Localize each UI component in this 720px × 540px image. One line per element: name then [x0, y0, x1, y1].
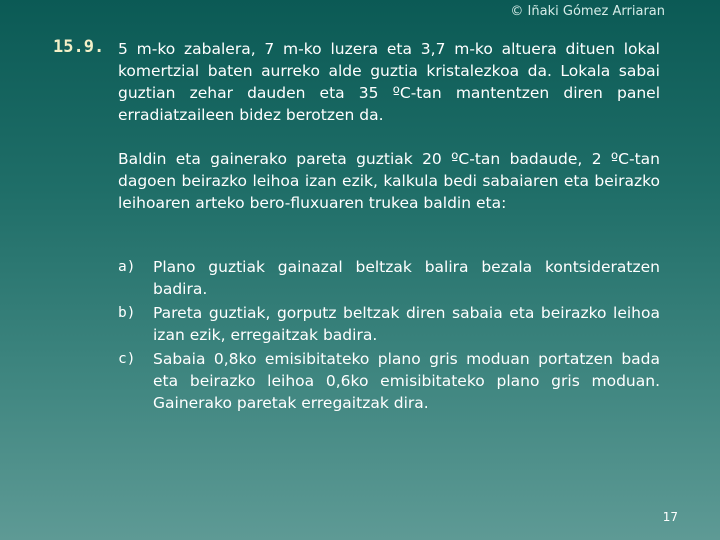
option-letter: a) [118, 259, 136, 275]
option-letter: b) [118, 305, 136, 321]
option-text: Plano guztiak gainazal beltzak balira bezala kontsideratzen badira. [153, 258, 660, 298]
option-text: Sabaia 0,8ko emisibitateko plano gris moduan portatzen bada eta beirazko leihoa 0,6ko emisibitateko plano gris moduan. Gainerako paretak erregaitzak dira. [153, 350, 660, 412]
option-text: Pareta guztiak, gorputz beltzak diren sabaia eta beirazko leihoa izan ezik, erregaitzak badira. [153, 304, 660, 344]
problem-statement-paragraph: 5 m-ko zabalera, 7 m-ko luzera eta 3,7 m-ko altuera dituen lokal komertzial baten aurreko alde guztia kristalezkoa da. Lokala sabai guztian zehar dauden eta 35 ºC-tan mantentzen diren panel erradiatzaileen bidez berotzen da. [118, 40, 660, 124]
option-b [118, 302, 660, 346]
problem-number: 15.9. [53, 37, 105, 57]
answer-options-list [118, 256, 660, 416]
option-c [118, 348, 660, 414]
copyright-notice: © Iñaki Gómez Arriaran [510, 4, 665, 19]
page-number: 17 [662, 510, 678, 524]
option-letter: c) [118, 351, 136, 367]
option-a [118, 256, 660, 300]
problem-question-paragraph: Baldin eta gainerako pareta guztiak 20 ºC-tan badaude, 2 ºC-tan dagoen beirazko leihoa izan ezik, kalkula bedi sabaiaren eta beirazko leihoaren arteko bero-fluxuaren trukea baldin eta: [118, 150, 660, 212]
